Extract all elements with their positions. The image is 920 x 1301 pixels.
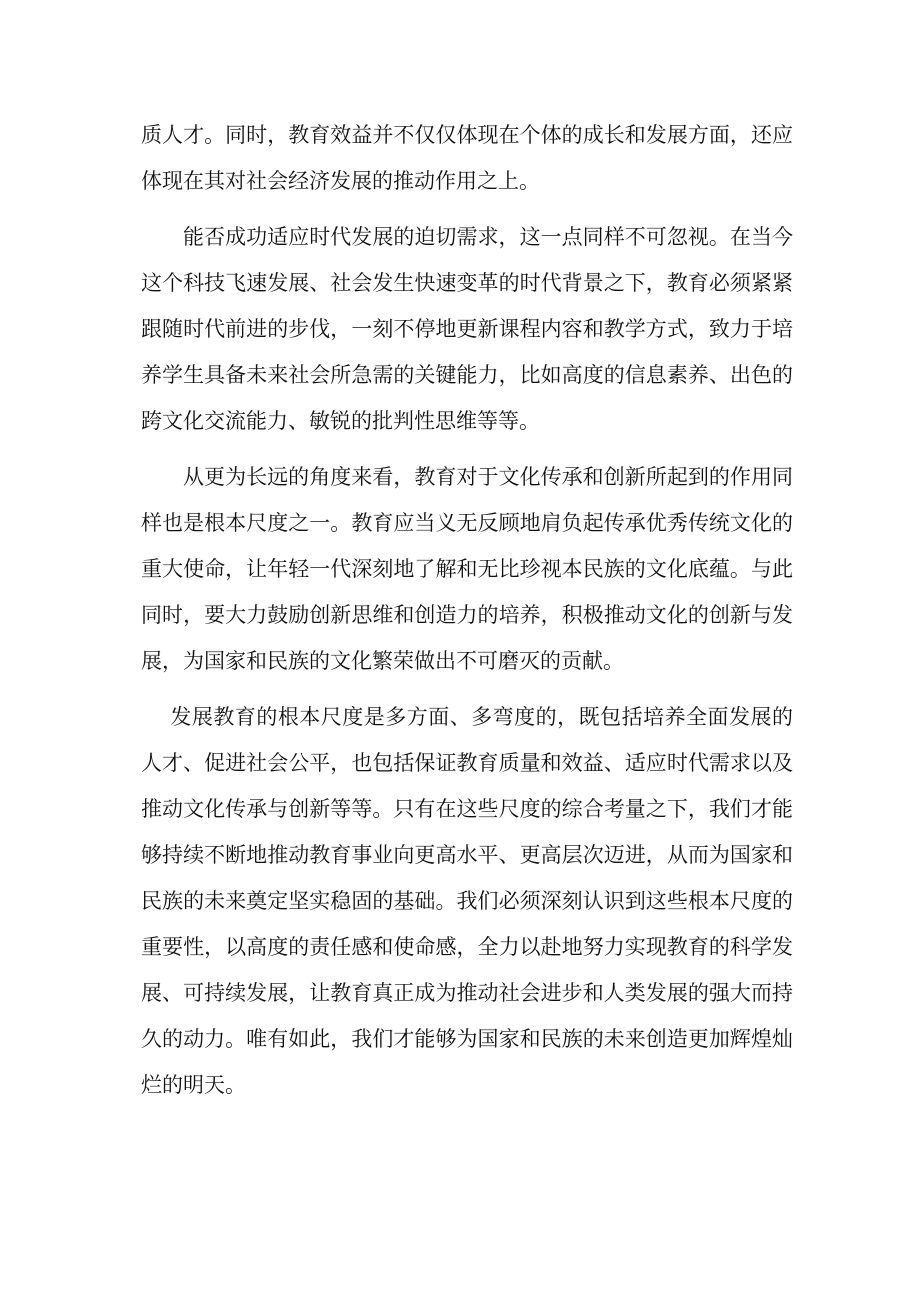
paragraph-conclusion: 发展教育的根本尺度是多方面、多弯度的，既包括培养全面发展的人才、促进社会公平，也包括保证教育质量和效益、适应时代需求以及推动文化传承与创新等等。只有在这些尺度的综合考量之下，我们才能够持续不断地推动教育事业向更高水平、更高层次迈进，从而为国家和民族的未来奠定坚实稳固的基础。我们必须深刻认识到这些根本尺度的重要性，以高度的责任感和使命感，全力以赴地努力实现教育的科学发展、可持续发展，让教育真正成为推动社会进步和人类发展的强大而持久的动力。唯有如此，我们才能够为国家和民族的未来创造更加辉煌灿烂的明天。 xyxy=(141,705,793,1097)
paragraph-adaptation: 能否成功适应时代发展的迫切需求，这一点同样不可忽视。在当今这个科技飞速发展、社会发生快速变革的时代背景之下，教育必须紧紧跟随时代前进的步伐，一刻不停地更新课程内容和教学方式，致力于培养学生具备未来社会所急需的关键能力，比如高度的信息素养、出色的跨文化交流能力、敏锐的批判性思维等等。 xyxy=(141,225,793,433)
paragraph-continuation: 质人才。同时，教育效益并不仅仅体现在个体的成长和发展方面，还应体现在其对社会经济发展的推动作用之上。 xyxy=(141,123,793,193)
document-body xyxy=(141,112,793,1118)
paragraph-culture: 从更为长远的角度来看，教育对于文化传承和创新所起到的作用同样也是根本尺度之一。教育应当义无反顾地肩负起传承优秀传统文化的重大使命，让年轻一代深刻地了解和无比珍视本民族的文化底蕴。与此同时，要大力鼓励创新思维和创造力的培养，积极推动文化的创新与发展，为国家和民族的文化繁荣做出不可磨灭的贡献。 xyxy=(141,465,793,673)
